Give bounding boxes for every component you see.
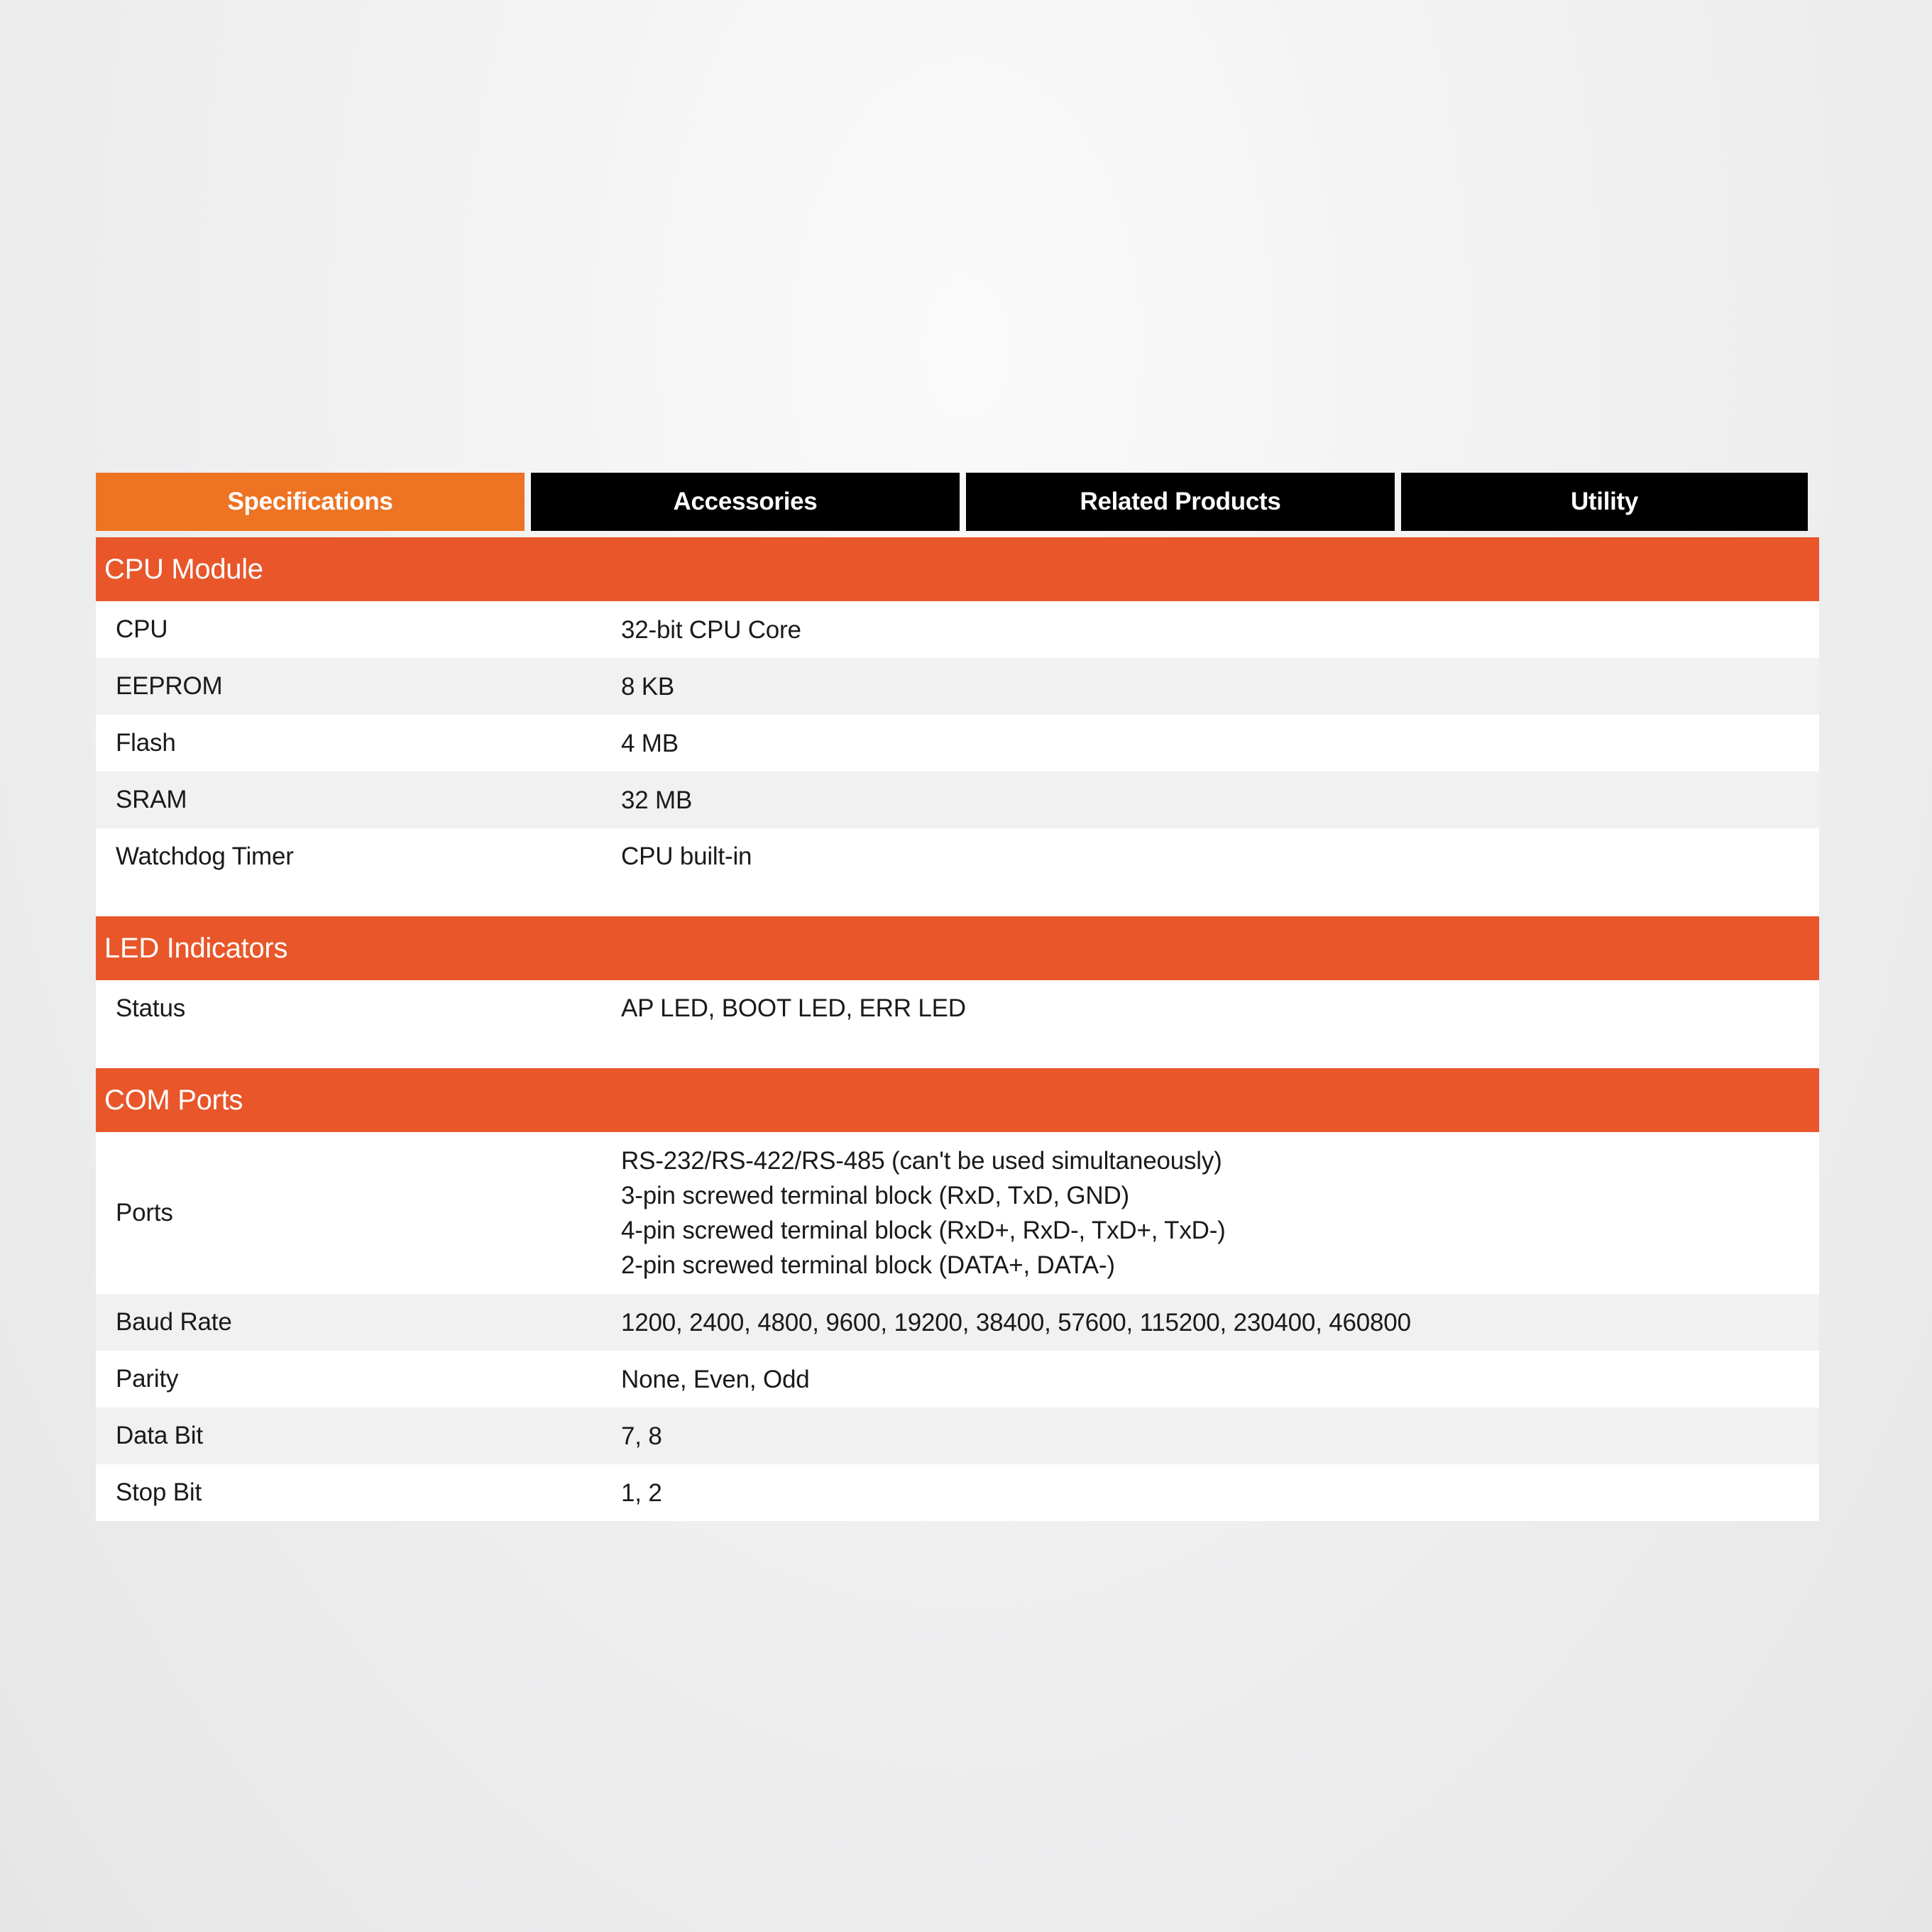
table-row (96, 772, 1819, 828)
spec-value: 7, 8 (621, 1422, 662, 1450)
table-row (96, 715, 1819, 772)
tab-utility[interactable]: Utility (1401, 473, 1808, 531)
section-header-led-indicators: LED Indicators (96, 916, 1819, 980)
spec-value: 8 KB (621, 672, 675, 701)
tab-specifications[interactable]: Specifications (96, 473, 525, 531)
tab-accessories[interactable]: Accessories (531, 473, 960, 531)
spec-value-line: 3-pin screwed terminal block (RxD, TxD, GND) (621, 1182, 1129, 1209)
spec-label: EEPROM (116, 672, 223, 700)
tab-related-products[interactable]: Related Products (966, 473, 1395, 531)
spec-label: Flash (116, 729, 176, 757)
table-row (96, 1132, 1819, 1294)
spec-value (621, 1143, 1819, 1283)
spec-value: None, Even, Odd (621, 1365, 810, 1393)
table-row (96, 1351, 1819, 1407)
spec-label: CPU (116, 615, 168, 643)
section-header-cpu-module: CPU Module (96, 537, 1819, 601)
spec-value: 1200, 2400, 4800, 9600, 19200, 38400, 57600, 115200, 230400, 460800 (621, 1308, 1411, 1337)
table-row (96, 1407, 1819, 1464)
spec-label: Parity (116, 1365, 179, 1393)
spec-value: AP LED, BOOT LED, ERR LED (621, 994, 966, 1022)
spec-label: Data Bit (116, 1422, 203, 1449)
spec-value: 4 MB (621, 729, 679, 757)
spec-label: Stop Bit (116, 1478, 202, 1506)
table-row (96, 828, 1819, 916)
spec-label: Watchdog Timer (116, 842, 294, 870)
spec-label: Status (116, 994, 186, 1022)
table-row (96, 980, 1819, 1068)
table-row (96, 658, 1819, 715)
table-row (96, 1294, 1819, 1351)
spec-value-line: RS-232/RS-422/RS-485 (can't be used simultaneously) (621, 1147, 1222, 1175)
table-row (96, 601, 1819, 658)
spec-value: 32-bit CPU Core (621, 615, 801, 644)
spec-value: 32 MB (621, 786, 693, 814)
spec-label: SRAM (116, 786, 187, 813)
section-header-com-ports: COM Ports (96, 1068, 1819, 1132)
spec-label: Ports (116, 1199, 173, 1226)
spec-label: Baud Rate (116, 1308, 232, 1336)
spec-value: CPU built-in (621, 842, 752, 870)
spec-value: 1, 2 (621, 1478, 662, 1507)
table-row (96, 1464, 1819, 1521)
tab-bar (96, 473, 1819, 531)
spec-value-line: 4-pin screwed terminal block (RxD+, RxD-, TxD+, TxD-) (621, 1217, 1226, 1244)
spec-panel (96, 473, 1819, 1521)
spec-value-line: 2-pin screwed terminal block (DATA+, DATA-) (621, 1251, 1115, 1279)
